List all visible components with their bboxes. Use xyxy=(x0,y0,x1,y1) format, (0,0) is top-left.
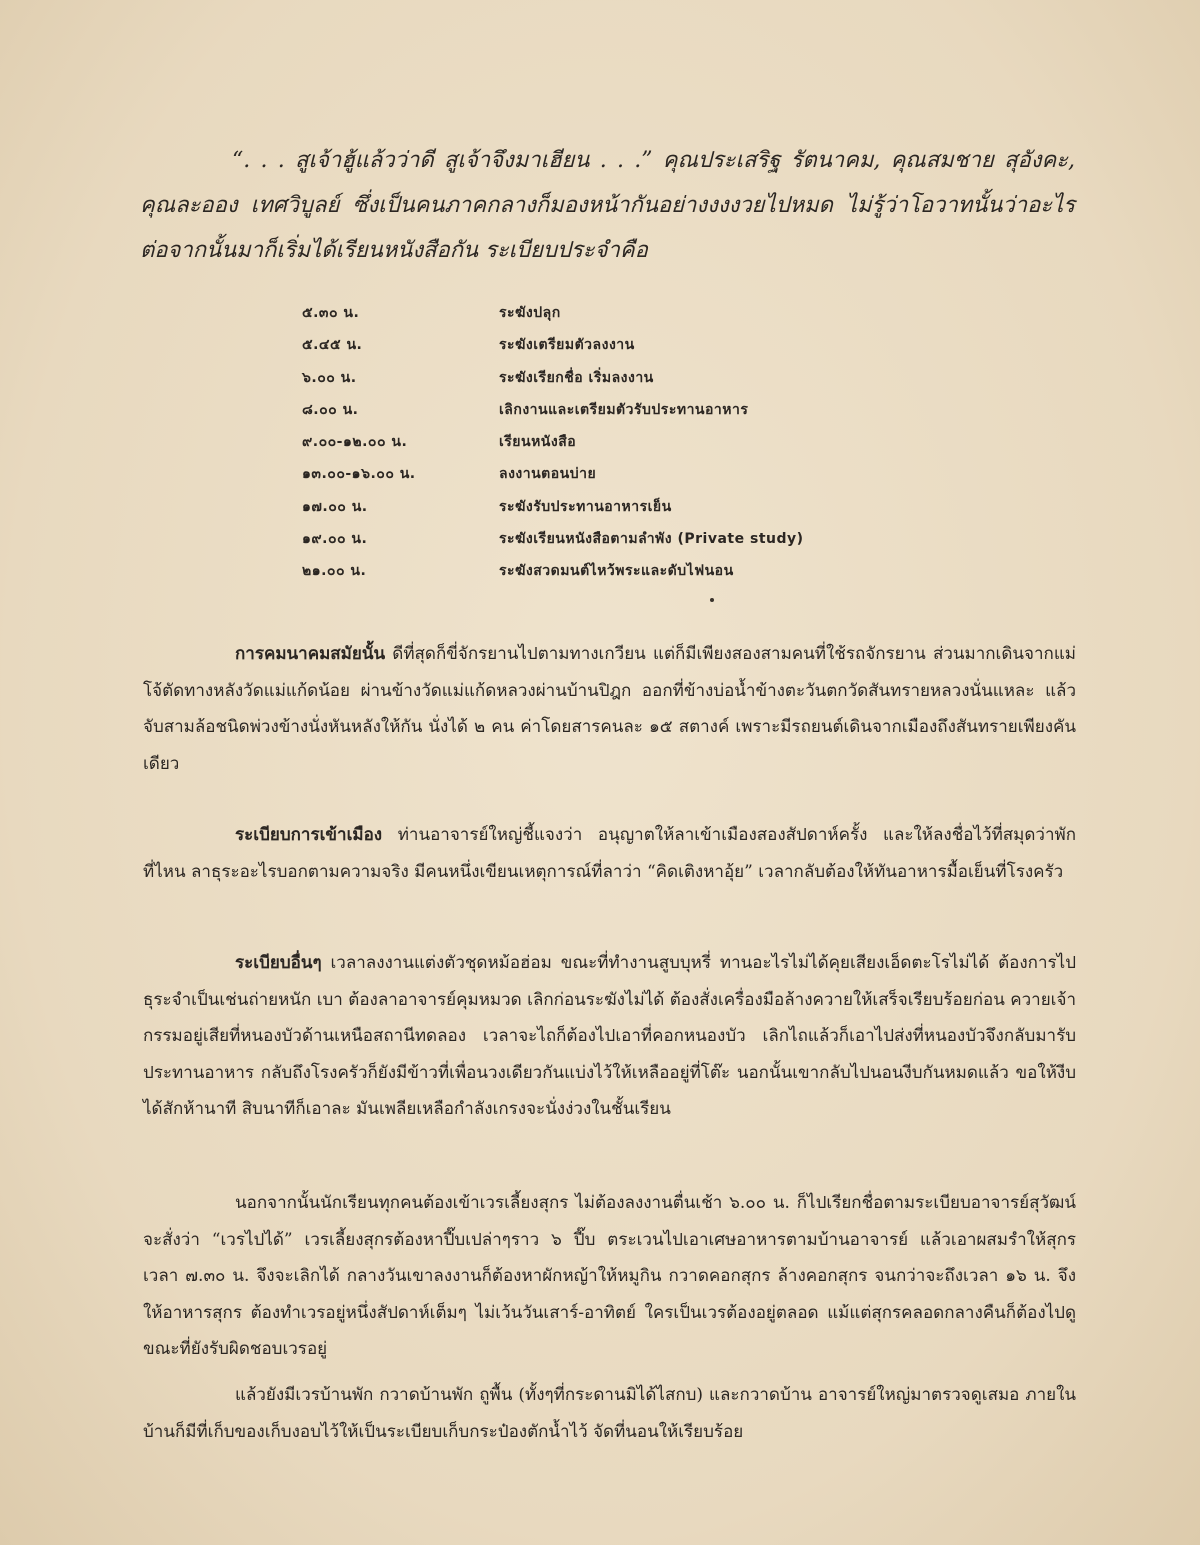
schedule-row xyxy=(296,426,896,458)
schedule-row xyxy=(296,523,896,555)
paragraph-heading: ระเบียบอื่นๆ xyxy=(235,953,322,973)
paragraph-transport xyxy=(143,636,1076,782)
schedule-time: ๑๙.๐๐ น. xyxy=(302,531,368,548)
schedule-activity: ระฆังเรียกชื่อ เริ่มลงงาน xyxy=(499,369,654,386)
paragraph-body: เวลาลงงานแต่งตัวชุดหม้อฮ่อม ขณะที่ทำงานสูบบุหรี่ ทานอะไรไม่ได้คุยเสียงเอ็ดตะโรไม่ได้ ต้องการไปธุระจำเป็นเช่นถ่ายหนัก เบา ต้องลาอาจารย์คุมหมวด เลิกก่อนระฆังไม่ได้ ต้องสั่งเครื่องมือล้างควายให้เสร็จเรียบร้อยก่อน ควายเจ้ากรรมอยู่เสียที่หนองบัวด้านเหนือสถานีทดลอง เวลาจะไถก็ต้องไปเอาที่คอกหนองบัว เลิกไถแล้วก็เอาไปส่งที่หนองบัวจึงกลับมารับประทานอาหาร กลับถึงโรงครัวก็ยังมีข้าวที่เพื่อนวงเดียวกันแบ่งไว้ให้เหลืออยู่ที่โต๊ะ นอกนั้นเขากลับไปนอนงีบกันหมดแล้ว ขอให้งีบได้สักห้านาที สิบนาทีก็เอาละ มันเพลียเหลือกำลังเกรงจะนั่งง่วงในชั้นเรียน xyxy=(143,953,1076,1119)
schedule-time: ๕.๔๕ น. xyxy=(302,337,363,354)
schedule-time: ๖.๐๐ น. xyxy=(302,369,357,386)
paragraph-body: แล้วยังมีเวรบ้านพัก กวาดบ้านพัก ถูพื้น (ทั้งๆที่กระดานมิได้ไสกบ) และกวาดบ้าน อาจารย์ใหญ่มาตรวจดูเสมอ ภายในบ้านก็มีที่เก็บของเก็บงอบไว้ให้เป็นระเบียบเก็บกระป๋องตักน้ำไว้ จัดที่นอนให้เรียบร้อย xyxy=(143,1385,1076,1442)
paragraph-town-leave xyxy=(143,817,1076,890)
schedule-row xyxy=(296,491,896,523)
schedule-activity: เลิกงานและเตรียมตัวรับประทานอาหาร xyxy=(499,401,749,418)
schedule-row xyxy=(296,394,896,426)
schedule-activity: เรียนหนังสือ xyxy=(499,434,577,451)
daily-schedule xyxy=(296,297,896,588)
paragraph-body: นอกจากนั้นนักเรียนทุกคนต้องเข้าเวรเลี้ยงสุกร ไม่ต้องลงงานตื่นเช้า ๖.๐๐ น. ก็ไปเรียกชื่อตามระเบียบอาจารย์สุวัฒน์จะสั่งว่า “เวรไปได้” เวรเลี้ยงสุกรต้องหาปี๊บเปล่าๆราว ๖ ปี๊บ ตระเวนไปเอาเศษอาหารตามบ้านอาจารย์ แล้วเอาผสมรำให้สุกร เวลา ๗.๓๐ น. จึงจะเลิกได้ กลางวันเขาลงงานก็ต้องหาผักหญ้าให้หมูกิน กวาดคอกสุกร ล้างคอกสุกร จนกว่าจะถึงเวลา ๑๖ น. จึงให้อาหารสุกร ต้องทำเวรอยู่หนึ่งสัปดาห์เต็มๆ ไม่เว้นวันเสาร์-อาทิตย์ ใครเป็นเวรต้องอยู่ตลอด แม้แต่สุกรคลอดกลางคืนก็ต้องไปดู ขณะที่ยังรับผิดชอบเวรอยู่ xyxy=(143,1193,1076,1359)
schedule-row xyxy=(296,458,896,490)
schedule-activity: ลงงานตอนบ่าย xyxy=(499,466,597,483)
paragraph-heading: ระเบียบการเข้าเมือง xyxy=(235,825,383,845)
paragraph-house-duty xyxy=(143,1377,1076,1450)
schedule-time: ๑๓.๐๐-๑๖.๐๐ น. xyxy=(302,466,416,483)
paragraph-pig-duty xyxy=(143,1185,1076,1368)
paragraph-body: ท่านอาจารย์ใหญ่ชี้แจงว่า อนุญาตให้ลาเข้าเมืองสองสัปดาห์ครั้ง และให้ลงชื่อไว้ที่สมุดว่าพักที่ไหน ลาธุระอะไรบอกตามความจริง มีคนหนึ่งเขียนเหตุการณ์ที่ลาว่า “คิดเติงหาอุ้ย” เวลากลับต้องให้ทันอาหารมื้อเย็นที่โรงครัว xyxy=(143,825,1076,882)
schedule-time: ๘.๐๐ น. xyxy=(302,401,359,418)
schedule-row xyxy=(296,555,896,587)
schedule-time: ๑๗.๐๐ น. xyxy=(302,498,368,515)
schedule-row xyxy=(296,362,896,394)
intro-paragraph xyxy=(140,138,1075,273)
schedule-time: ๙.๐๐-๑๒.๐๐ น. xyxy=(302,434,408,451)
schedule-activity: ระฆังสวดมนต์ไหว้พระและดับไฟนอน xyxy=(499,563,734,580)
paragraph-heading: การคมนาคมสมัยนั้น xyxy=(235,644,386,664)
schedule-activity: ระฆังเรียนหนังสือตามลำพัง (Private study) xyxy=(499,531,804,548)
schedule-row xyxy=(296,297,896,329)
schedule-time: ๕.๓๐ น. xyxy=(302,305,360,321)
schedule-activity: ระฆังปลุก xyxy=(499,305,561,321)
paragraph-other-rules xyxy=(143,945,1076,1128)
schedule-activity: ระฆังรับประทานอาหารเย็น xyxy=(499,498,672,515)
ink-dot xyxy=(710,598,714,602)
intro-text: “. . . สูเจ้าฮู้แล้วว่าดี สูเจ้าจึงมาเฮียน . . .” คุณประเสริฐ รัตนาคม, คุณสมชาย สุอังคะ, คุณละออง เทศวิบูลย์ ซึ่งเป็นคนภาคกลางก็มองหน้ากันอย่างงงงวยไปหมด ไม่รู้ว่าโอวาทนั้นว่าอะไร ต่อจากนั้นมาก็เริ่มได้เรียนหนังสือกัน ระเบียบประจำคือ xyxy=(140,148,1075,263)
schedule-activity: ระฆังเตรียมตัวลงงาน xyxy=(499,337,635,354)
schedule-row xyxy=(296,329,896,361)
paragraph-body: ดีที่สุดก็ขี่จักรยานไปตามทางเกวียน แต่ก็มีเพียงสองสามคนที่ใช้รถจักรยาน ส่วนมากเดินจากแม่โจ้ตัดทางหลังวัดแม่แก้ดน้อย ผ่านข้างวัดแม่แก้ดหลวงผ่านบ้านปิฎก ออกที่ข้างบ่อน้ำข้างตะวันตกวัดสันทรายหลวงนั่นแหละ แล้วจับสามล้อชนิดพ่วงข้างนั่งหันหลังให้กัน นั่งได้ ๒ คน ค่าโดยสารคนละ ๑๕ สตางค์ เพราะมีรถยนต์เดินจากเมืองถึงสันทรายเพียงคันเดียว xyxy=(143,644,1076,774)
schedule-time: ๒๑.๐๐ น. xyxy=(302,563,367,580)
